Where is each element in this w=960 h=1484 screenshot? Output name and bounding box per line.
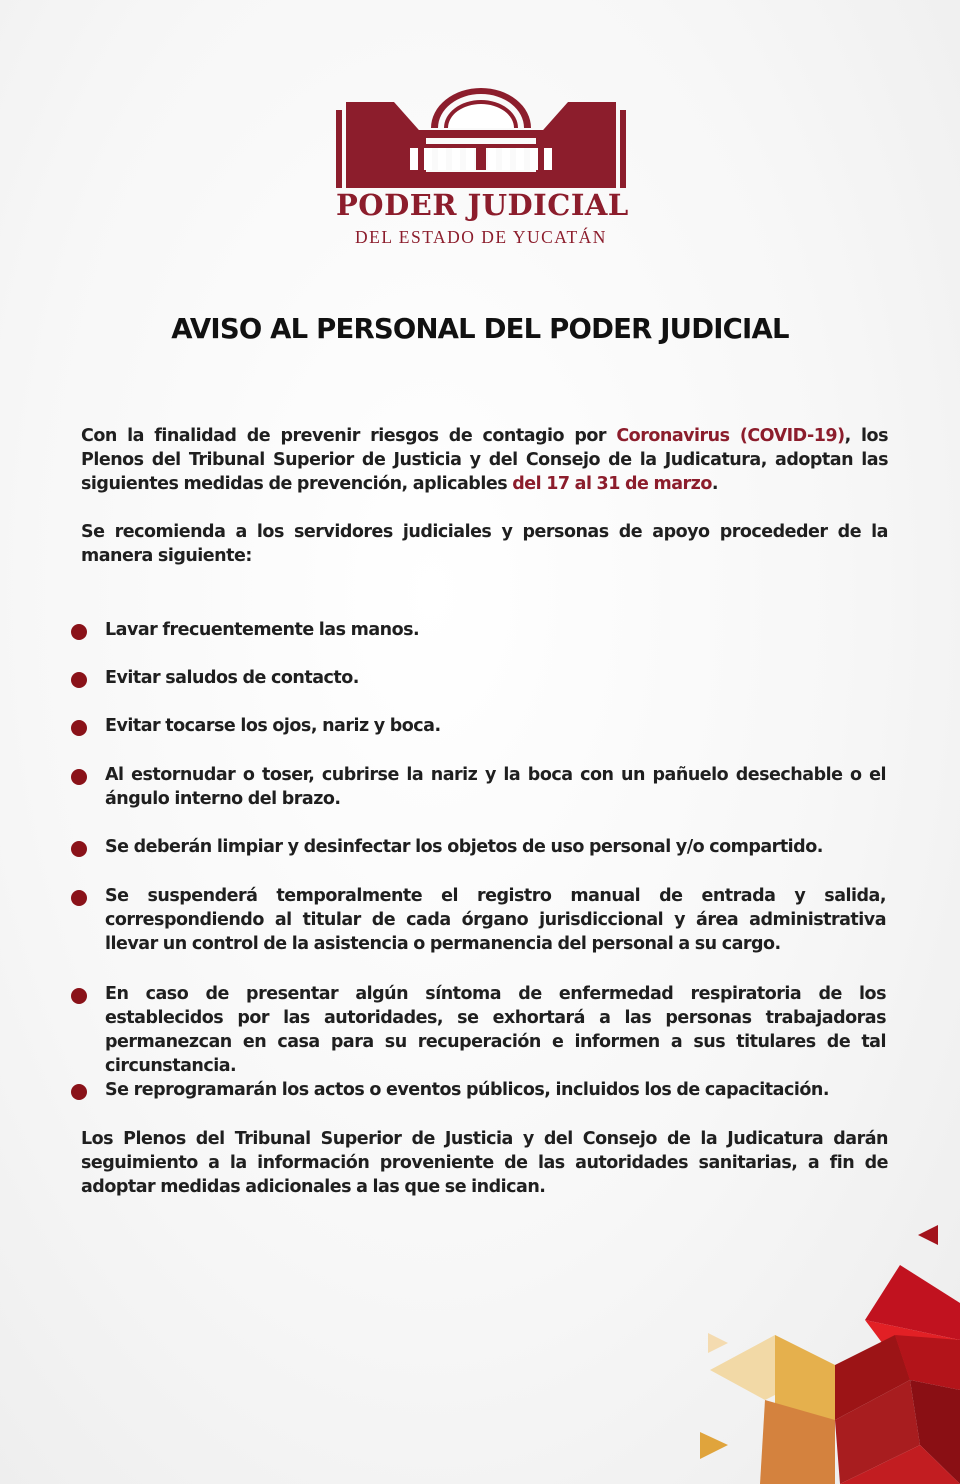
intro-highlight-dates: del 17 al 31 de marzo [512,474,712,494]
logo-subtitle: DEL ESTADO DE YUCATÁN [355,227,607,247]
recommendation-paragraph: Se recomienda a los servidores judiciales y personas de apoyo procededer de la manera siguiente: [81,522,888,566]
bullet-dot-icon [71,720,87,736]
bullet-dot-icon [71,988,87,1004]
bullet-dot-icon [71,769,87,785]
intro-text-3: . [711,474,719,494]
list-item-text: En caso de presentar algún síntoma de enfermedad respiratoria de los establecidos por las autoridades, se exhortará a las personas trabajadoras permanezcan en casa para su recuperación e informen a sus titulares de tal circunstancia. [105,984,886,1076]
list-item-text: Lavar frecuentemente las manos. [105,620,420,640]
list-item-text: Al estornudar o toser, cubrirse la nariz y la boca con un pañuelo desechable o el ángulo interno del brazo. [105,765,886,809]
bullet-dot-icon [71,1084,87,1100]
list-item-text: Se reprogramarán los actos o eventos públicos, incluidos los de capacitación. [105,1080,829,1100]
intro-highlight-covid: Coronavirus (COVID-19) [616,426,845,446]
bullet-dot-icon [71,841,87,857]
list-item-text: Se deberán limpiar y desinfectar los objetos de uso personal y/o compartido. [105,837,823,857]
logo-title: PODER JUDICIAL [336,188,629,222]
list-item-text: Evitar saludos de contacto. [105,668,359,688]
bullet-dot-icon [71,672,87,688]
closing-paragraph: Los Plenos del Tribunal Superior de Justicia y del Consejo de la Judicatura darán seguimiento a la información proveniente de las autoridades sanitarias, a fin de adoptar medidas adicionales a las que se indican. [81,1129,888,1197]
intro-text-1: Con la finalidad de prevenir riesgos de contagio por [81,426,617,446]
bullet-dot-icon [71,624,87,640]
list-item-text: Se suspenderá temporalmente el registro manual de entrada y salida, correspondiendo al titular de cada órgano jurisdiccional y área administrativa llevar un control de la asistencia o permanencia del personal a su cargo. [105,886,886,954]
list-item-text: Evitar tocarse los ojos, nariz y boca. [105,716,441,736]
bullet-dot-icon [71,890,87,906]
decorative-triangles-icon [690,1215,960,1484]
intro-text-2: , los Plenos del Tribunal Superior de Justicia y del Consejo de la Judicatura, adoptan las siguientes medidas de prevención, aplicables [81,426,888,494]
page-title: AVISO AL PERSONAL DEL PODER JUDICIAL [171,313,789,345]
